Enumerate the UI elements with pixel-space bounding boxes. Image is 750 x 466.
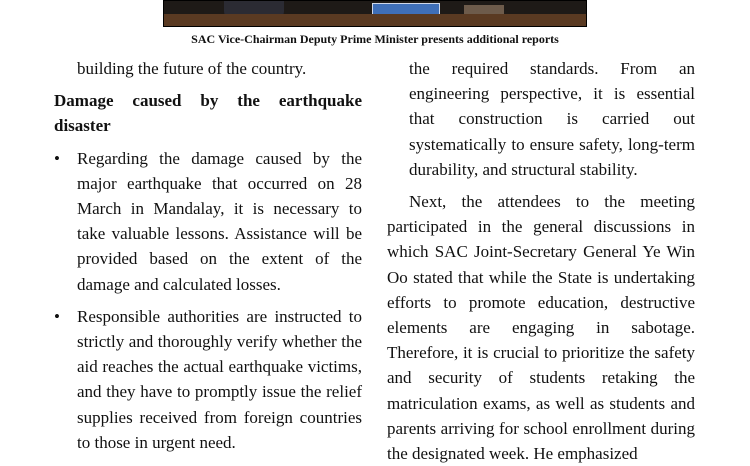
- right-continuation-text: the required standards. From an engineering perspective, it is essential that construction is carried out systematically to ensure safety, long-term durability, and structural stability.: [409, 59, 695, 179]
- bullet-text: Regarding the damage caused by the major earthquake that occurred on 28 March in Mandalay, it is necessary to take valuable lessons. Assistance will be provided based on the extent of the damage and calculated losses.: [77, 148, 362, 294]
- bullet-list: [54, 146, 362, 455]
- left-continuation-text: building the future of the country.: [77, 59, 307, 78]
- article-photo: [163, 0, 587, 27]
- bullet-item: [54, 146, 362, 297]
- bullet-item: [54, 304, 362, 455]
- right-paragraph: Next, the attendees to the meeting participated in the general discussions in which SAC Joint-Secretary General Ye Win Oo stated that while the State is undertaking efforts to promote education, destructive elements are engaging in sabotage. Therefore, it is crucial to prioritize the safety and security of students retaking the matriculation exams, as well as students and parents arriving for school enrollment during the designated week. He emphasized: [387, 192, 695, 464]
- left-column: [54, 56, 362, 462]
- bullet-text: Responsible authorities are instructed to strictly and thoroughly verify whether the aid reaches the actual earthquake victims, and they have to promptly issue the relief supplies received from foreign countries to those in urgent need.: [77, 306, 362, 452]
- photo-desk: [164, 14, 586, 26]
- photo-caption: SAC Vice-Chairman Deputy Prime Minister presents additional reports: [191, 32, 559, 46]
- right-column: [387, 56, 695, 466]
- section-heading: Damage caused by the earthquake disaster: [54, 91, 362, 136]
- bullet-icon: •: [54, 306, 60, 326]
- bullet-icon: •: [54, 148, 60, 168]
